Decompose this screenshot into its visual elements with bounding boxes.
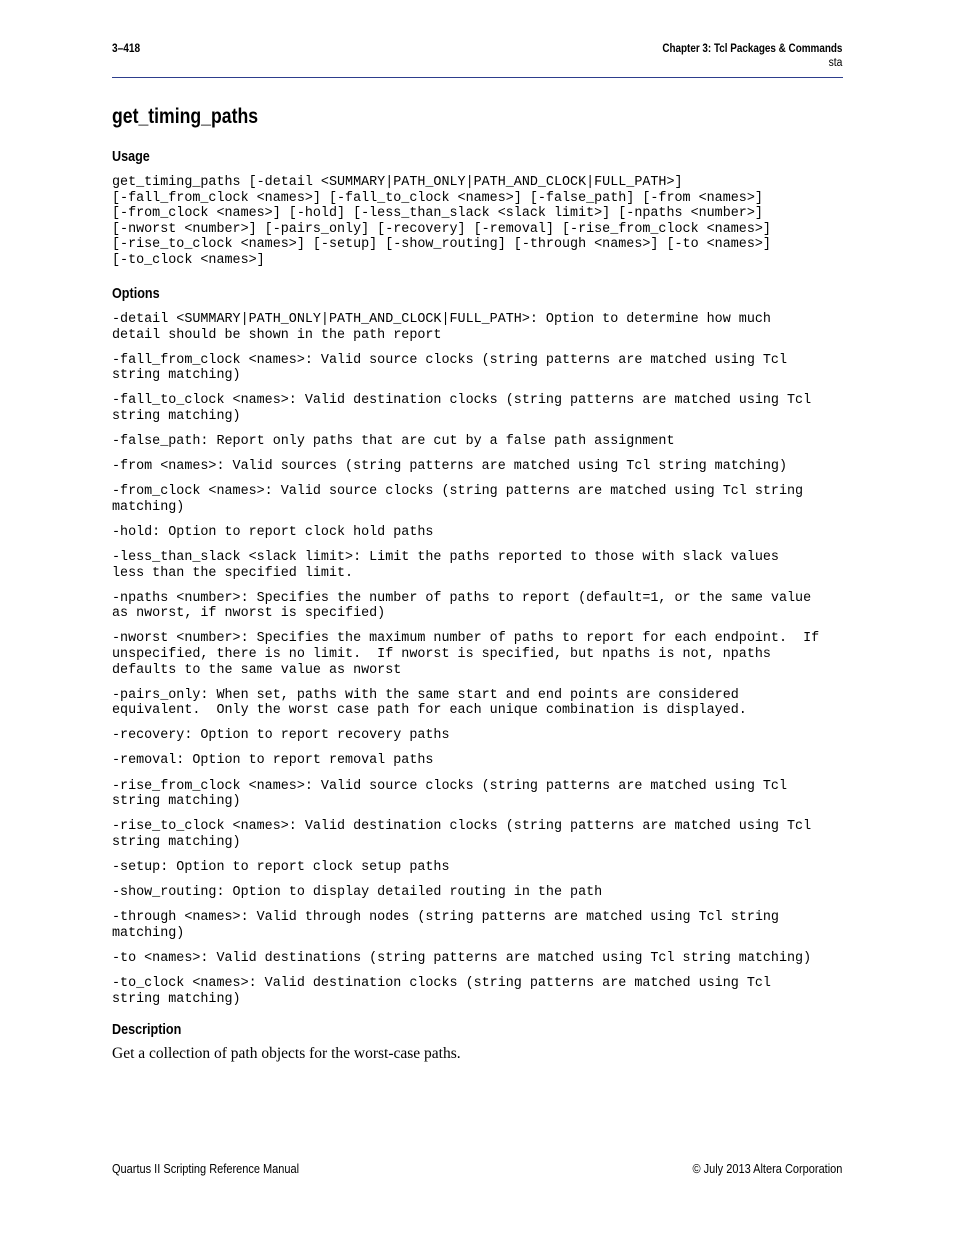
header-rule bbox=[112, 77, 843, 78]
option-hold: -hold: Option to report clock hold paths bbox=[112, 524, 434, 540]
options-list bbox=[112, 312, 852, 1017]
option-detail: -detail <SUMMARY|PATH_ONLY|PATH_AND_CLOCK|FULL_PATH>: Option to determine how much detail should be shown in the path report bbox=[112, 312, 771, 343]
usage-line: [-from_clock <names>] [-hold] [-less_than_slack <slack limit>] [-npaths <number>] bbox=[112, 206, 763, 222]
section-name: sta bbox=[828, 57, 842, 69]
option-pairs-only: -pairs_only: When set, paths with the same start and end points are considered equivalent. Only the worst case path for each unique combination is displayed. bbox=[112, 687, 747, 719]
page-number: 3–418 bbox=[112, 43, 141, 55]
description-heading: Description bbox=[112, 1021, 182, 1038]
option-setup: -setup: Option to report clock setup paths bbox=[112, 859, 450, 875]
option-rise-from-clock: -rise_from_clock <names>: Valid source clocks (string patterns are matched using Tcl string matching) bbox=[112, 778, 787, 810]
usage-line: [-rise_to_clock <names>] [-setup] [-show_routing] [-through <names>] [-to <names>] bbox=[112, 237, 771, 253]
option-fall-from-clock: -fall_from_clock <names>: Valid source clocks (string patterns are matched using Tcl string matching) bbox=[112, 352, 787, 384]
chapter-title: Chapter 3: Tcl Packages & Commands bbox=[661, 43, 842, 55]
option-false-path: -false_path: Report only paths that are cut by a false path assignment bbox=[112, 434, 675, 450]
usage-line: [-nworst <number>] [-pairs_only] [-recovery] [-removal] [-rise_from_clock <names>] bbox=[112, 221, 771, 237]
usage-line: [-to_clock <names>] bbox=[112, 252, 265, 268]
option-to: -to <names>: Valid destinations (string patterns are matched using Tcl string matching) bbox=[112, 950, 812, 966]
options-heading: Options bbox=[112, 285, 160, 302]
footer-manual-title: Quartus II Scripting Reference Manual bbox=[112, 1162, 300, 1176]
option-npaths: -npaths <number>: Specifies the number of paths to report (default=1, or the same value as nworst, if nworst is specified) bbox=[112, 590, 812, 622]
option-recovery: -recovery: Option to report recovery paths bbox=[112, 728, 450, 744]
option-from-clock: -from_clock <names>: Valid source clocks (string patterns are matched using Tcl string matching) bbox=[112, 484, 804, 515]
usage-block bbox=[112, 175, 771, 269]
option-fall-to-clock: -fall_to_clock <names>: Valid destination clocks (string patterns are matched using Tcl string matching) bbox=[112, 393, 812, 424]
footer-copyright: © July 2013 Altera Corporation bbox=[692, 1162, 842, 1176]
option-rise-to-clock: -rise_to_clock <names>: Valid destination clocks (string patterns are matched using Tcl string matching) bbox=[112, 819, 812, 850]
running-header bbox=[633, 43, 842, 69]
usage-heading: Usage bbox=[112, 148, 150, 165]
description-text: Get a collection of path objects for the worst-case paths. bbox=[112, 1045, 461, 1062]
option-less-than-slack: -less_than_slack <slack limit>: Limit the paths reported to those with slack values less than the specified limit. bbox=[112, 550, 779, 581]
usage-line: [-fall_from_clock <names>] [-fall_to_clock <names>] [-false_path] [-from <names>] bbox=[112, 190, 763, 206]
option-nworst: -nworst <number>: Specifies the maximum number of paths to report for each endpoint. If unspecified, there is no limit. If nworst is specified, but npaths is not, npaths defaults to the same value as nworst bbox=[112, 631, 820, 678]
option-show-routing: -show_routing: Option to display detailed routing in the path bbox=[112, 885, 603, 901]
option-removal: -removal: Option to report removal paths bbox=[112, 753, 434, 769]
option-through: -through <names>: Valid through nodes (string patterns are matched using Tcl string matching) bbox=[112, 910, 779, 941]
usage-line: get_timing_paths [-detail <SUMMARY|PATH_ONLY|PATH_AND_CLOCK|FULL_PATH>] bbox=[112, 175, 683, 190]
option-from: -from <names>: Valid sources (string patterns are matched using Tcl string matching) bbox=[112, 459, 787, 475]
page-title: get_timing_paths bbox=[112, 105, 259, 128]
option-to-clock: -to_clock <names>: Valid destination clocks (string patterns are matched using Tcl string matching) bbox=[112, 975, 771, 1007]
